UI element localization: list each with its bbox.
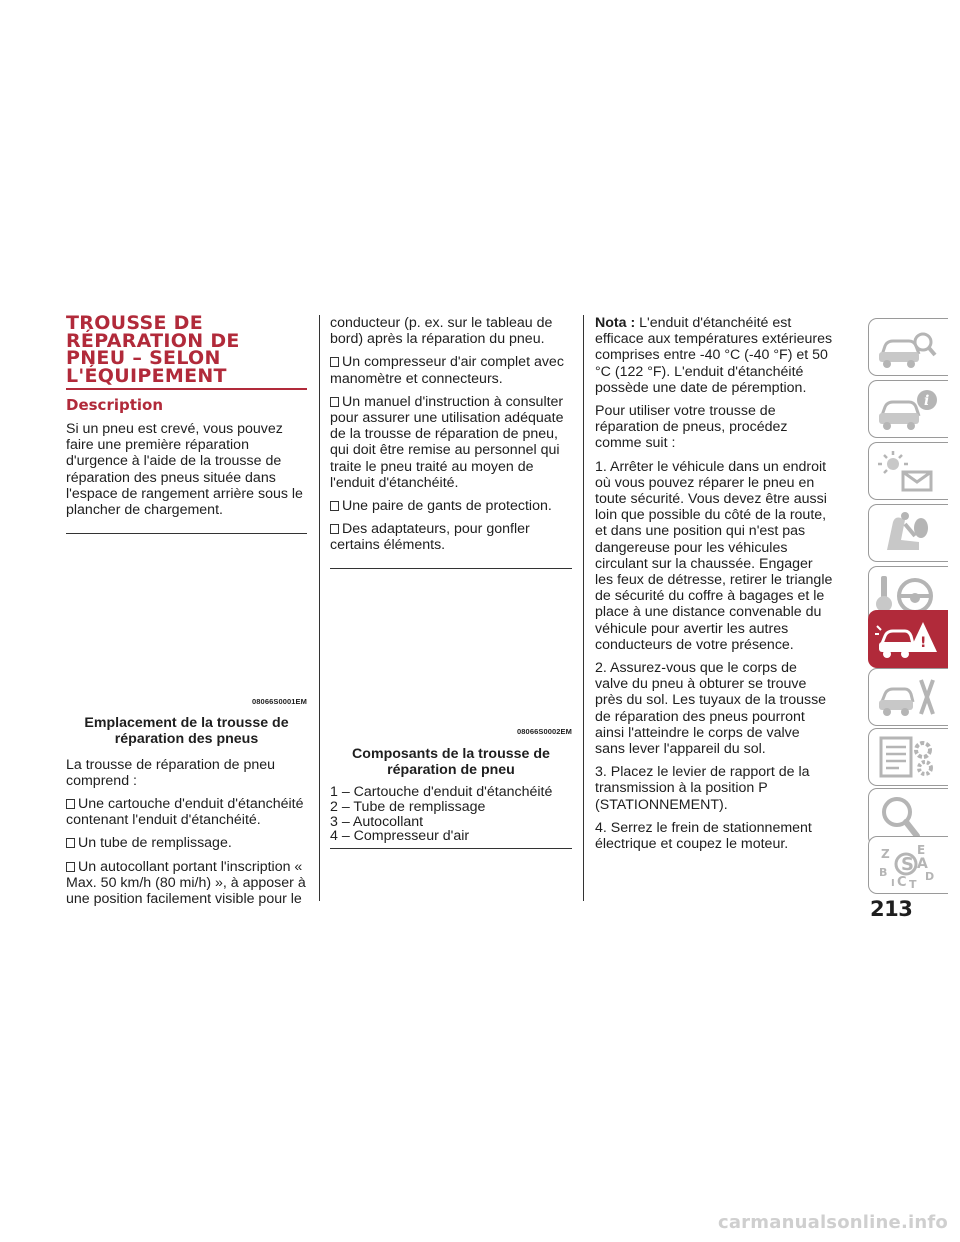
index-letter: S — [901, 854, 914, 875]
bullet-item: Un autocollant portant l'inscription « Max. 50 km/h (80 mi/h) », à apposer à une position facilement visible pour le — [66, 858, 306, 908]
continued-text: conducteur (p. ex. sur le tableau de bord) après la réparation du pneu. — [330, 315, 553, 348]
column-1 — [66, 312, 307, 908]
step-item: 2. Assurez-vous que le corps de valve du pneu à obturer se trouve près du sol. Les tuyaux de la trousse de réparation des pneus pourront ainsi l'atteindre le corps de valve sans lever l'appareil du sol. — [595, 660, 827, 758]
index-letter: T — [909, 878, 917, 890]
breakdown-warning-icon — [875, 616, 941, 664]
index-letters-icon — [875, 842, 941, 890]
tab-warning-lights[interactable] — [868, 442, 948, 500]
car-search-icon — [875, 324, 941, 372]
figure-2-legend — [330, 785, 572, 844]
bullet-item: Un manuel d'instruction à consulter pour assurer une utilisation adéquate de la trousse de réparation de pneu, qui doit être remise au personnel qui traite le pneu traité au moyen de l'enduit d'étanchéité. — [330, 393, 564, 491]
page-number: 213 — [870, 897, 913, 921]
tab-airbag-seat[interactable] — [868, 504, 948, 562]
legend-item: 4 – Compresseur d'air — [330, 828, 470, 845]
specifications-icon — [875, 734, 941, 782]
figure-bottom-rule — [330, 848, 572, 849]
magnifier-icon — [875, 794, 941, 842]
tab-car-info[interactable] — [868, 380, 948, 438]
checkbox-bullet-icon — [330, 524, 339, 534]
column-3 — [595, 315, 833, 852]
tab-index[interactable] — [868, 836, 948, 894]
step-item: 3. Placez le levier de rapport de la transmission à la position P (STATIONNEMENT). — [595, 764, 810, 813]
bullet-item: Une paire de gants de protection. — [330, 498, 572, 514]
bullet-item: Un tube de remplissage. — [66, 835, 307, 851]
legend-item: 2 – Tube de remplissage — [330, 798, 486, 815]
section-title-line: PNEU – SELON — [66, 347, 221, 369]
checkbox-bullet-icon — [330, 501, 339, 511]
step-item: 1. Arrêter le véhicule dans un endroit où vous pouvez réparer le pneu en toute sécurité. Vous devez être aussi loin que possible du côté de la route, et dans une position qui n'est pas dangereuse pour les véhicules circulant sur la chaussée. Engager les feux de détresse, retirer le triangle de sécurité du coffre à bagages et le place à une distance convenable du véhicule pour avertir les autres conducteurs de votre présence. — [595, 458, 833, 653]
checkbox-bullet-icon — [66, 862, 75, 872]
tab-breakdown[interactable] — [868, 610, 948, 668]
figure-1-caption: Emplacement de la trousse de réparation des pneus — [84, 715, 289, 748]
steps-intro: Pour utiliser votre trousse de réparation de pneus, procédez comme suit : — [595, 403, 788, 452]
car-maintenance-icon — [875, 674, 941, 722]
title-underline — [66, 388, 307, 390]
svg-text:!: ! — [920, 635, 927, 651]
checkbox-bullet-icon — [330, 397, 339, 407]
tab-car-maintenance[interactable] — [868, 668, 948, 726]
index-letter: D — [925, 870, 935, 883]
section-title-line: RÉPARATION DE — [66, 329, 240, 352]
tab-car-search[interactable] — [868, 318, 948, 376]
watermark: carmanualsonline.info — [717, 1212, 948, 1233]
index-letter: E — [917, 843, 926, 857]
figure-2-code: 08066S0002EM — [517, 727, 572, 737]
figure-1-image — [66, 534, 307, 712]
figure-2-image — [330, 569, 572, 743]
bullet-item: Un compresseur d'air complet avec manomètre et connecteurs. — [330, 354, 564, 387]
car-info-icon — [875, 386, 941, 434]
legend-item: 1 – Cartouche d'enduit d'étanchéité — [330, 784, 553, 801]
index-letter: B — [879, 866, 888, 879]
note — [595, 315, 833, 396]
warning-lights-icon — [875, 448, 941, 496]
checkbox-bullet-icon — [66, 799, 75, 809]
bullet-item: Des adaptateurs, pour gonfler certains éléments. — [330, 521, 530, 554]
svg-text:i: i — [924, 393, 930, 409]
index-letter: I — [891, 878, 895, 889]
index-letter: A — [917, 856, 928, 872]
note-text: L'enduit d'étanchéité est efficace aux températures extérieures comprises entre -40 °C (-40 °F) et 50 °C (122 °F). L'enduit d'étanchéité possède une date de péremption. — [595, 315, 833, 396]
airbag-seat-icon — [875, 510, 941, 558]
checkbox-bullet-icon — [66, 838, 75, 848]
figure-2-caption: Composants de la trousse de réparation de pneu — [352, 745, 550, 778]
note-label: Nota : — [595, 315, 636, 331]
kit-intro: La trousse de réparation de pneu comprend : — [66, 756, 276, 789]
column-2 — [330, 315, 572, 849]
index-letter: C — [897, 875, 907, 890]
index-letter: Z — [881, 847, 890, 861]
figure-1-code: 08066S0001EM — [252, 697, 307, 707]
checkbox-bullet-icon — [330, 357, 339, 367]
tab-specifications[interactable] — [868, 728, 948, 786]
section-title-line: TROUSSE DE — [66, 312, 204, 334]
subsection-title: Description — [66, 396, 164, 414]
bullet-item: Une cartouche d'enduit d'étanchéité contenant l'enduit d'étanchéité. — [66, 796, 304, 829]
section-title — [66, 312, 307, 387]
section-title-line: L'ÉQUIPEMENT — [66, 364, 227, 387]
legend-item: 3 – Autocollant — [330, 813, 424, 830]
step-item: 4. Serrez le frein de stationnement électrique et coupez le moteur. — [595, 819, 812, 853]
column-divider — [319, 315, 320, 901]
intro-paragraph: Si un pneu est crevé, vous pouvez faire une première réparation d'urgence à l'aide de la trousse de réparation des pneus située dans l'espace de rangement arrière sous le plancher de chargement. — [66, 421, 303, 519]
column-divider — [583, 315, 584, 901]
